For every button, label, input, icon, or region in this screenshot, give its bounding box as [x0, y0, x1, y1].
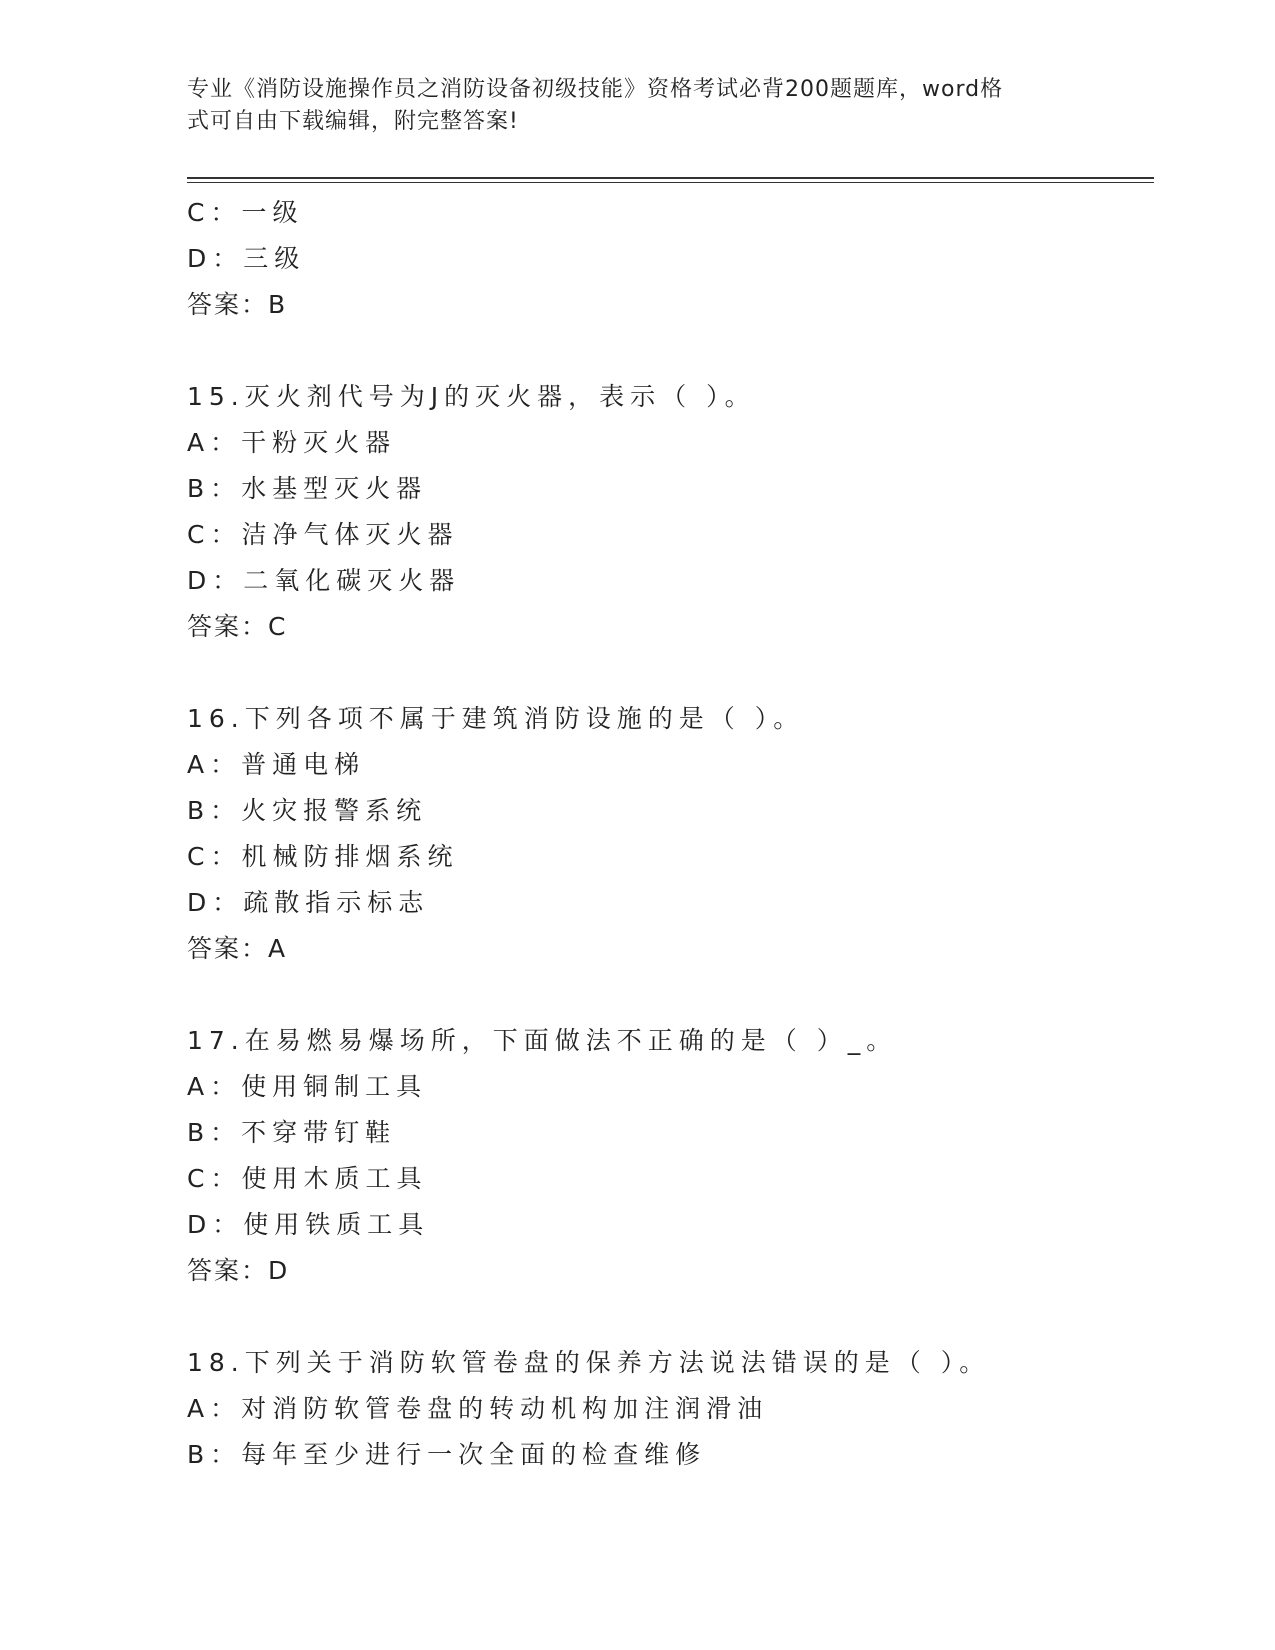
question-stem: 16.下列各项不属于建筑消防设施的是（ ）。: [187, 704, 805, 733]
option-b: B：火灾报警系统: [187, 796, 428, 825]
answer-line: 答案：C: [187, 612, 288, 641]
option-a: A：对消防软管卷盘的转动机构加注润滑油: [187, 1394, 769, 1423]
header-divider-thin: [187, 182, 1154, 183]
option-b: B：水基型灭火器: [187, 474, 428, 503]
option-c: C：机械防排烟系统: [187, 842, 459, 871]
option-c: C：使用木质工具: [187, 1164, 428, 1193]
question-stem: 17.在易燃易爆场所，下面做法不正确的是（ ）_。: [187, 1026, 898, 1055]
question-stem: 15.灭火剂代号为J的灭火器，表示（ ）。: [187, 382, 756, 411]
question-14-tail: [187, 190, 1147, 328]
header-divider-thick: [187, 177, 1154, 179]
option-a: A：使用铜制工具: [187, 1072, 428, 1101]
answer-line: 答案：D: [187, 1256, 290, 1285]
question-list: [187, 190, 1147, 1478]
document-header: [187, 74, 1067, 138]
question-18: [187, 1340, 1147, 1478]
spacer: [187, 328, 1147, 374]
option-b: B：每年至少进行一次全面的检查维修: [187, 1440, 707, 1469]
question-16: [187, 696, 1147, 972]
option-b: B：不穿带钉鞋: [187, 1118, 397, 1147]
option-c: C：洁净气体灭火器: [187, 520, 459, 549]
answer-line: 答案：B: [187, 290, 288, 319]
option-a: A：干粉灭火器: [187, 428, 397, 457]
option-a: A：普通电梯: [187, 750, 366, 779]
spacer: [187, 650, 1147, 696]
option-d: D：使用铁质工具: [187, 1210, 430, 1239]
spacer: [187, 1294, 1147, 1340]
question-17: [187, 1018, 1147, 1294]
question-15: [187, 374, 1147, 650]
question-stem: 18.下列关于消防软管卷盘的保养方法说法错误的是（ ）。: [187, 1348, 991, 1377]
option-c: C：一级: [187, 198, 304, 227]
option-d: D：疏散指示标志: [187, 888, 430, 917]
header-line-2: 式可自由下载编辑，附完整答案!: [187, 109, 519, 134]
option-d: D：三级: [187, 244, 306, 273]
option-d: D：二氧化碳灭火器: [187, 566, 461, 595]
spacer: [187, 972, 1147, 1018]
header-line-1: 专业《消防设施操作员之消防设备初级技能》资格考试必背200题题库，word格: [187, 77, 1004, 102]
answer-line: 答案：A: [187, 934, 288, 963]
